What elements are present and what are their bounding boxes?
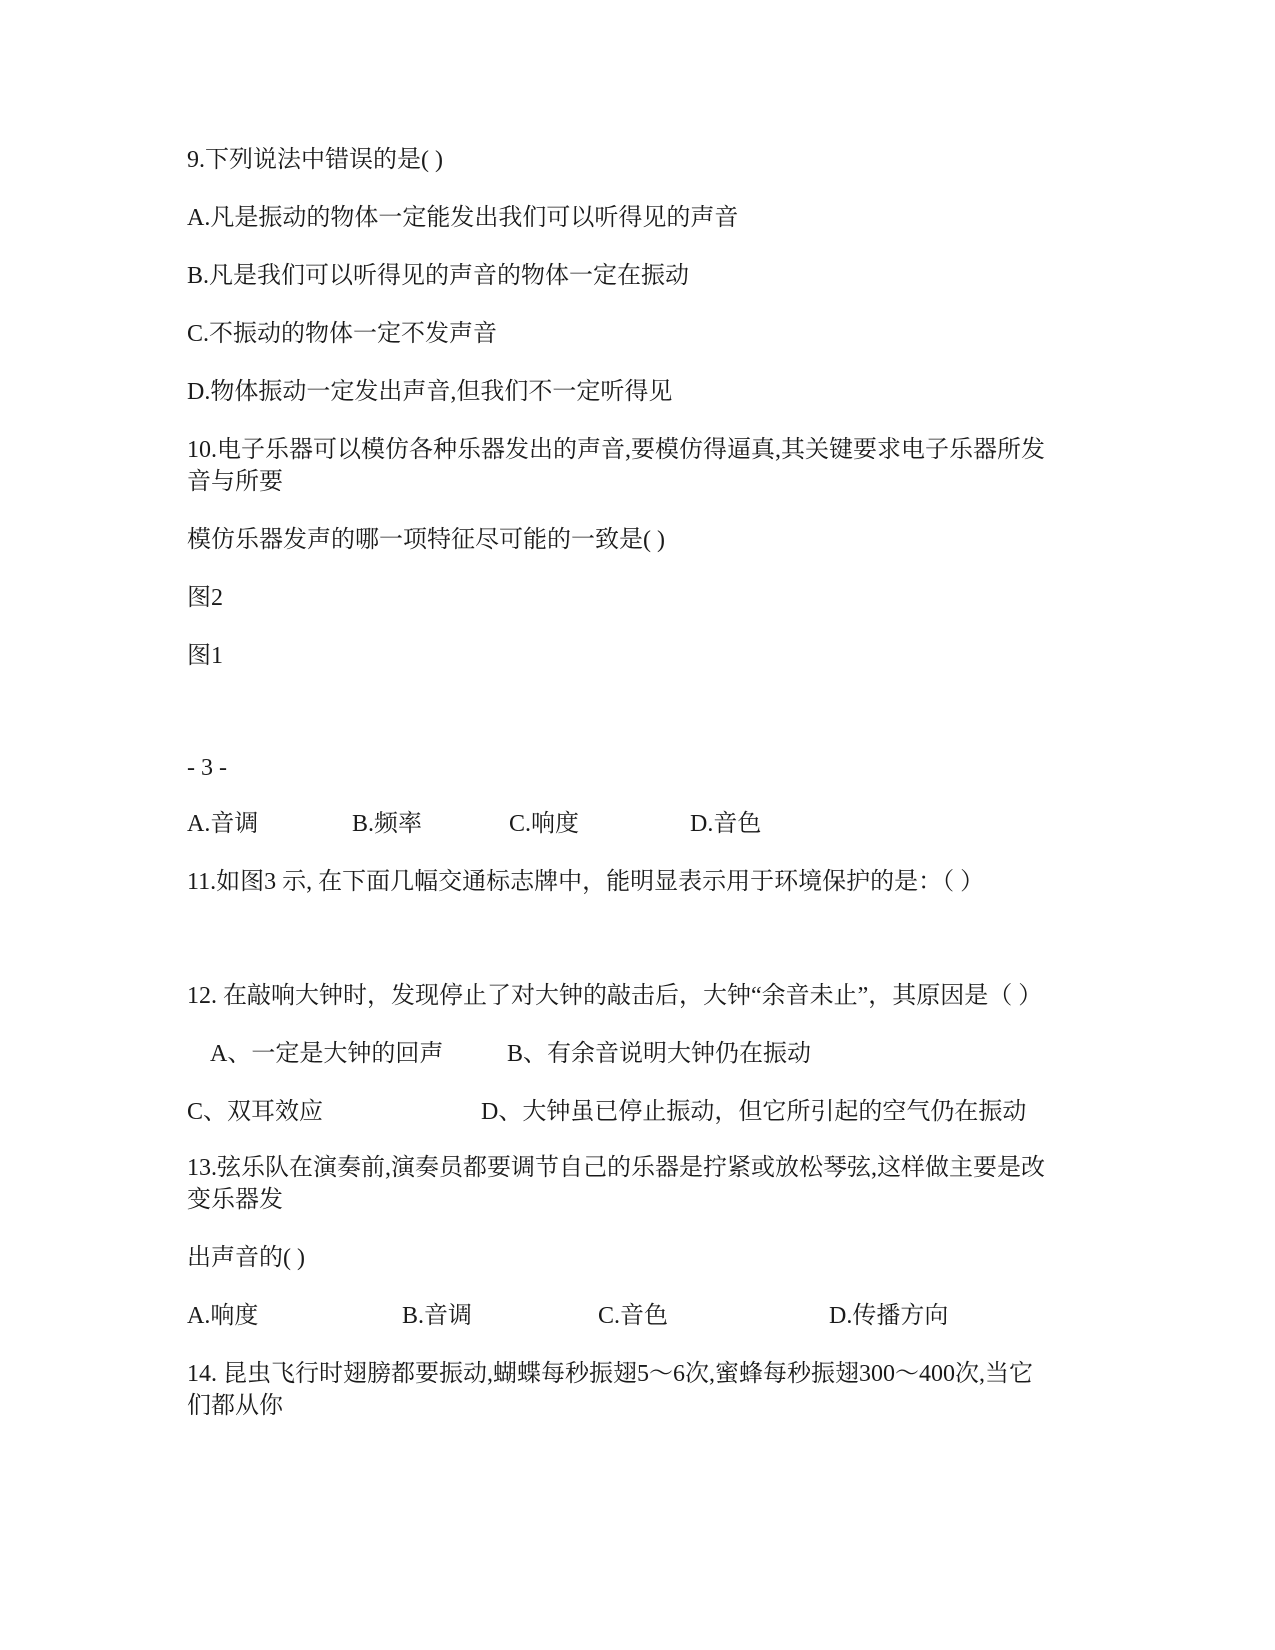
question-14-stem-line-1: 14. 昆虫飞行时翅膀都要振动,蝴蝶每秒振翅5～6次,蜜蜂每秒振翅300～400次,当它 — [187, 1361, 1033, 1387]
question-12-option-b: B、有余音说明大钟仍在振动 — [507, 1041, 812, 1067]
question-10-option-d: D.音色 — [690, 811, 762, 837]
question-11-stem: 11.如图3 示, 在下面几幅交通标志牌中，能明显表示用于环境保护的是：（ ） — [187, 869, 985, 895]
question-13-option-a: A.响度 — [187, 1303, 259, 1329]
question-13-stem-line-1: 13.弦乐队在演奏前,演奏员都要调节自己的乐器是拧紧或放松琴弦,这样做主要是改 — [187, 1155, 1045, 1181]
question-9-option-b: B.凡是我们可以听得见的声音的物体一定在振动 — [187, 263, 690, 289]
question-9-option-c: C.不振动的物体一定不发声音 — [187, 321, 498, 347]
page-number: - 3 - — [187, 755, 227, 781]
question-10-option-a: A.音调 — [187, 811, 259, 837]
question-12-option-c: C、双耳效应 — [187, 1099, 324, 1125]
question-12-option-a: A、一定是大钟的回声 — [210, 1041, 444, 1067]
question-14-stem-line-2: 们都从你 — [187, 1393, 283, 1419]
question-9-option-a: A.凡是振动的物体一定能发出我们可以听得见的声音 — [187, 205, 739, 231]
question-9-stem: 9.下列说法中错误的是( ) — [187, 147, 443, 173]
question-10-option-b: B.频率 — [352, 811, 423, 837]
figure-1-label: 图1 — [187, 643, 223, 669]
question-10-stem-line-1: 10.电子乐器可以模仿各种乐器发出的声音,要模仿得逼真,其关键要求电子乐器所发 — [187, 437, 1045, 463]
question-10-stem-line-2: 音与所要 — [187, 469, 283, 495]
question-10-option-c: C.响度 — [509, 811, 580, 837]
question-10-stem-line-3: 模仿乐器发声的哪一项特征尽可能的一致是( ) — [187, 527, 665, 553]
question-9-option-d: D.物体振动一定发出声音,但我们不一定听得见 — [187, 379, 673, 405]
figure-2-label: 图2 — [187, 585, 223, 611]
question-13-option-d: D.传播方向 — [829, 1303, 949, 1329]
question-13-option-b: B.音调 — [402, 1303, 473, 1329]
question-13-stem-line-2: 变乐器发 — [187, 1187, 283, 1213]
question-12-option-d: D、大钟虽已停止振动，但它所引起的空气仍在振动 — [481, 1099, 1027, 1125]
question-12-stem: 12. 在敲响大钟时，发现停止了对大钟的敲击后，大钟“余音未止”，其原因是（ ） — [187, 983, 1043, 1009]
question-13-option-c: C.音色 — [598, 1303, 669, 1329]
question-13-stem-line-3: 出声音的( ) — [187, 1245, 305, 1271]
